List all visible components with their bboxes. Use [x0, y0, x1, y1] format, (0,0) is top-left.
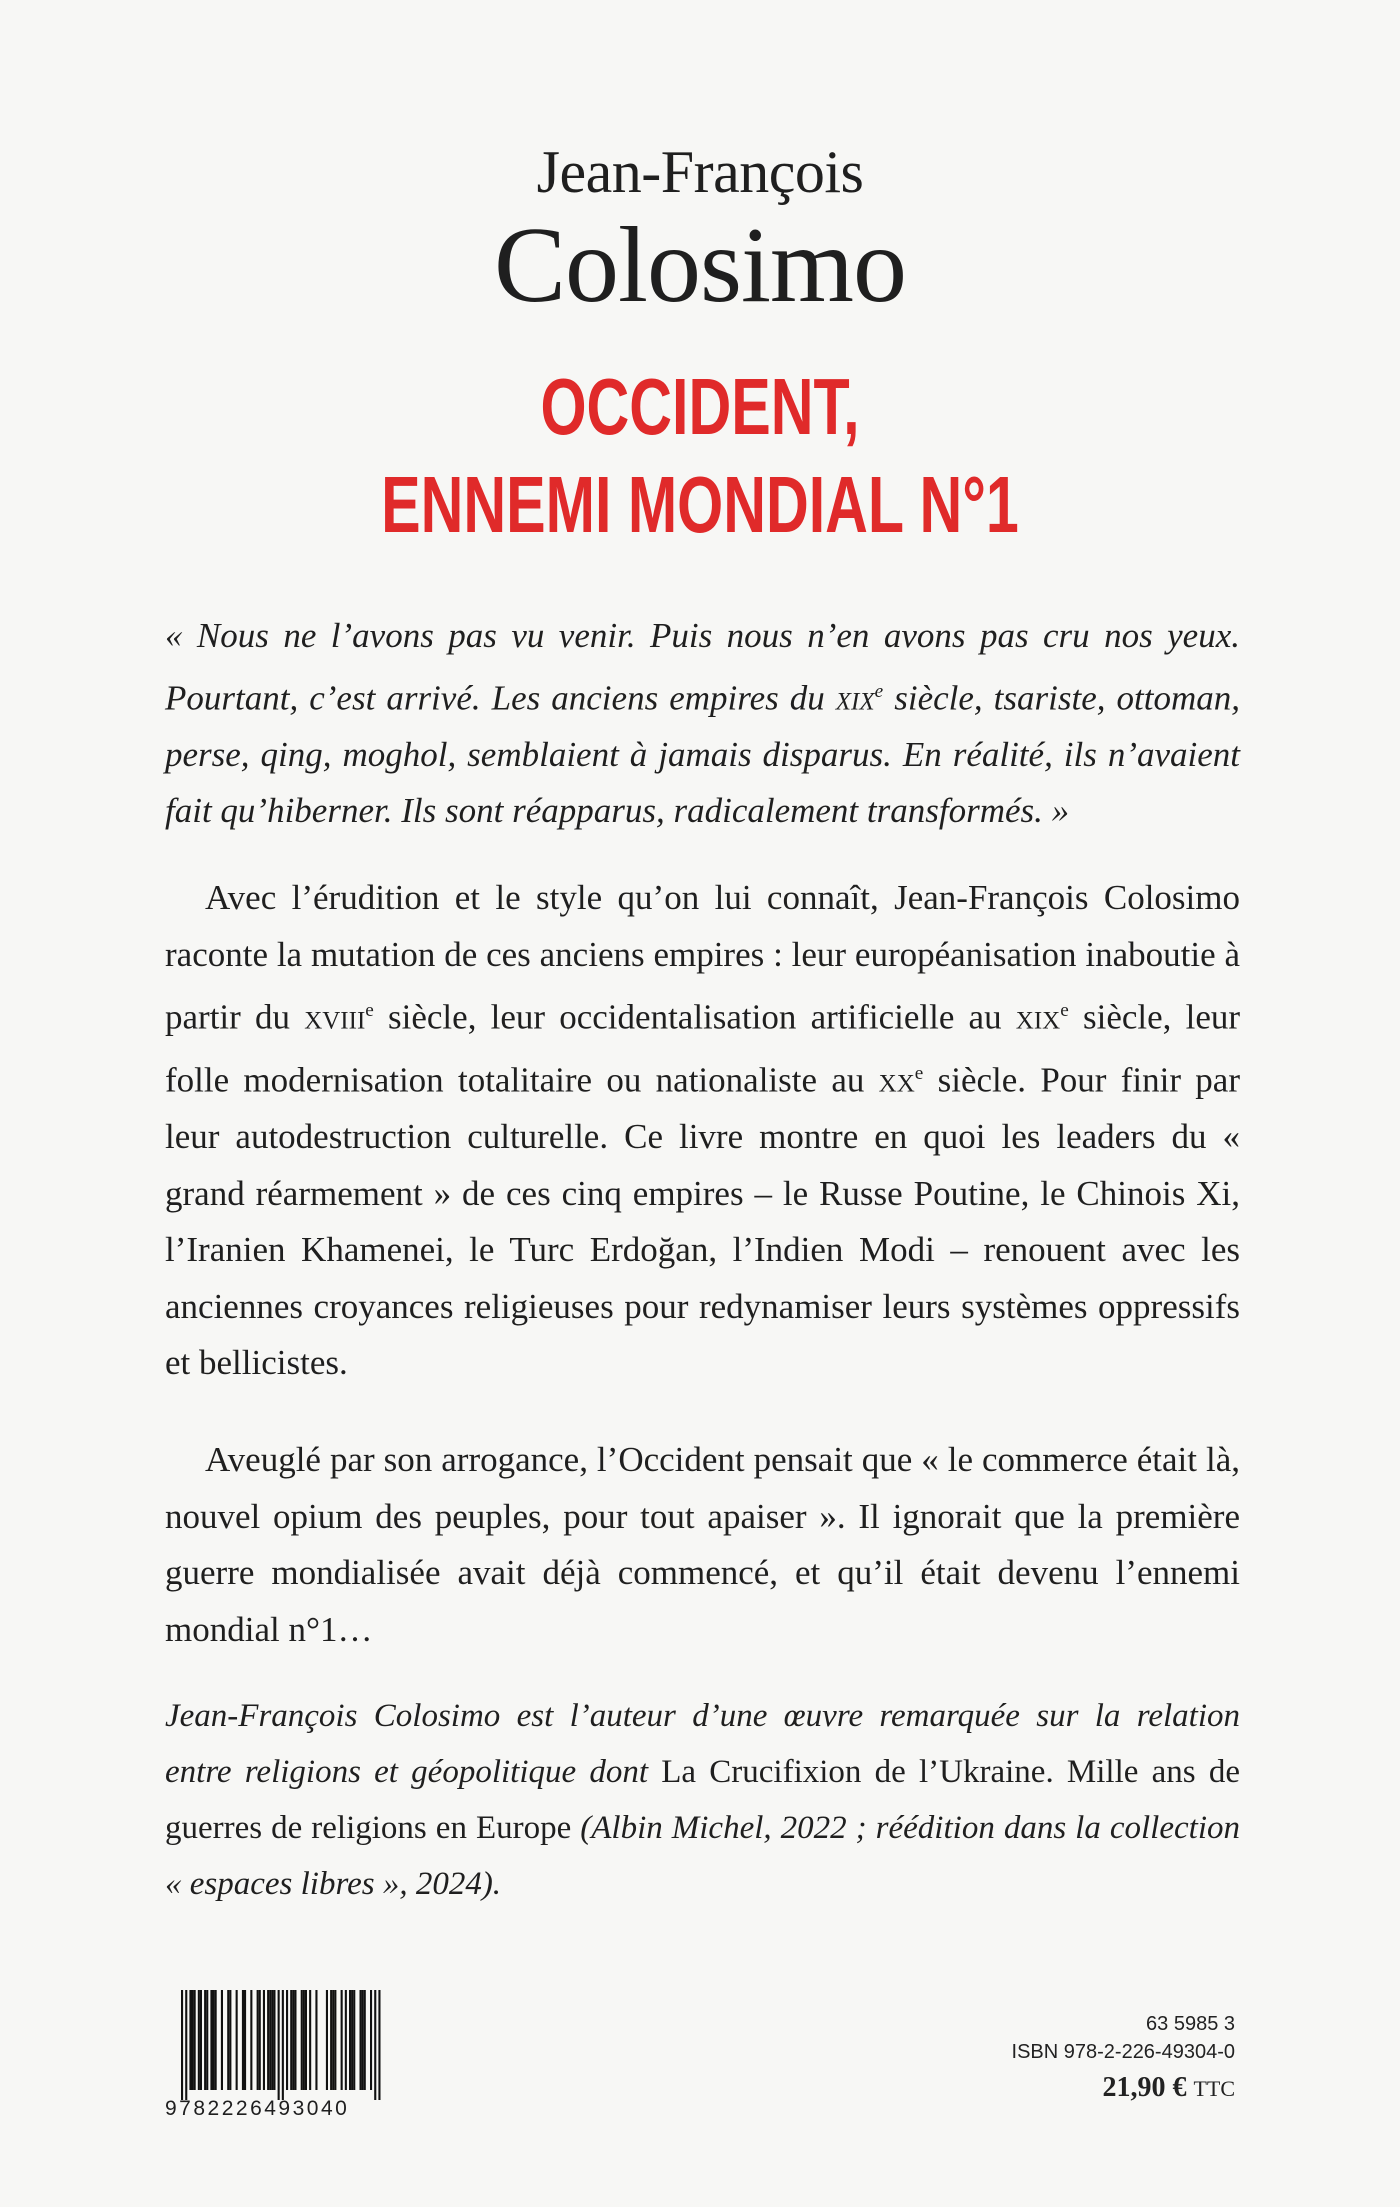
- bio-text-1: Jean-François Colosimo est l’auteur d’une œuvre remarquée sur la relation entre religions et géopolitique dont: [165, 1698, 1240, 1790]
- barcode-bar: [351, 1990, 353, 2090]
- barcode-bar: [282, 1990, 284, 2100]
- barcode-bar: [341, 1990, 343, 2090]
- reference-code: 63 5985 3: [1146, 2013, 1235, 2035]
- author-last-name: Colosimo: [493, 206, 907, 325]
- barcode-bar: [301, 1990, 303, 2090]
- barcode-bar: [326, 1990, 328, 2090]
- author-bio: [165, 1688, 1240, 1912]
- p1-text-1: Avec l’érudition et le style qu’on lui connaît, Jean-François Colosimo raconte la mutation de ces anciens empires : leur européanisation inaboutie à partir du: [165, 878, 1240, 1037]
- price: [1012, 2066, 1235, 2111]
- barcode-bar: [278, 1990, 280, 2100]
- title-line-2: ENNEMI MONDIAL N°1: [381, 460, 1019, 549]
- barcode-bar: [210, 1990, 212, 2090]
- barcode-bar: [213, 1990, 215, 2090]
- price-block: [1012, 2010, 1235, 2111]
- barcode-bar: [242, 1990, 244, 2090]
- barcode-bar: [360, 1990, 362, 2090]
- barcode-bar: [194, 1990, 196, 2090]
- body-paragraph-1: [165, 870, 1240, 1392]
- barcode-bar: [364, 1990, 366, 2090]
- barcode-bar: [305, 1990, 307, 2090]
- barcode-bar: [259, 1990, 261, 2090]
- barcode-bar: [229, 1990, 231, 2090]
- century-numeral: xviii: [304, 997, 366, 1037]
- barcode-bars: [165, 1990, 393, 2100]
- barcode-bar: [189, 1990, 191, 2090]
- barcode-bar: [192, 1990, 194, 2090]
- barcode-bar: [269, 1990, 271, 2090]
- barcode-bar: [290, 1990, 292, 2090]
- barcode-bar: [185, 1990, 187, 2100]
- barcode-bar: [303, 1990, 305, 2090]
- barcode-bar: [221, 1990, 223, 2090]
- barcode-bar: [294, 1990, 296, 2090]
- barcode-bar: [181, 1990, 183, 2100]
- price-tax-label: TTC: [1193, 2076, 1235, 2101]
- barcode-bar: [378, 1990, 380, 2100]
- barcode-bar: [263, 1990, 265, 2090]
- bio-book-title: La Crucifixion de l’Ukraine. Mille ans de guerres de religions en Europe: [165, 1754, 1240, 1846]
- century-numeral: xx: [878, 1060, 915, 1100]
- bio-text-2: (Albin Michel, 2022 ; réédition dans la collection « espaces libres », 2024).: [165, 1810, 1240, 1902]
- century-suffix: e: [365, 1000, 374, 1021]
- author-first-name: Jean-François: [536, 139, 864, 205]
- century-suffix: e: [914, 1063, 924, 1085]
- barcode-bar: [215, 1990, 217, 2090]
- p1-text-3: siècle, leur folle modernisation totalitaire ou nationaliste au: [165, 997, 1241, 1100]
- price-value: 21,90 €: [1102, 2072, 1187, 2103]
- barcode: [165, 1990, 393, 2120]
- barcode-bar: [257, 1990, 259, 2090]
- p1-text-4: siècle. Pour finir par leur autodestruction culturelle. Ce livre montre en quoi les leaders du « grand réarmement » de ces cinq empires – le Russe Poutine, le Chinois Xi, l’Iranien Khamenei, le Turc Erdoğan, l’Indien Modi – renouent avec les anciennes croyances religieuses pour redynamiser leurs systèmes oppressifs et bellicistes.: [165, 1060, 1240, 1383]
- barcode-bar: [236, 1990, 238, 2090]
- barcode-bar: [206, 1990, 208, 2090]
- barcode-bar: [370, 1990, 372, 2090]
- barcode-bar: [292, 1990, 294, 2090]
- barcode-bar: [309, 1990, 311, 2090]
- century-numeral: xix: [1015, 997, 1061, 1037]
- barcode-bar: [271, 1990, 273, 2090]
- century-suffix: e: [1060, 1000, 1069, 1021]
- barcode-bar: [374, 1990, 376, 2100]
- barcode-bar: [200, 1990, 202, 2090]
- barcode-bar: [244, 1990, 246, 2090]
- book-title: [182, 358, 1218, 554]
- century-numeral: xix: [835, 678, 875, 718]
- barcode-bar: [362, 1990, 364, 2090]
- century-suffix: e: [874, 681, 884, 702]
- barcode-bar: [330, 1990, 332, 2090]
- barcode-bar: [227, 1990, 229, 2090]
- title-line-1: OCCIDENT,: [540, 362, 860, 451]
- barcode-bar: [345, 1990, 347, 2090]
- barcode-bar: [332, 1990, 334, 2090]
- quote-text-1: « Nous ne l’avons pas vu venir. Puis nous n’en avons pas cru nos yeux. Pourtant, c’est arrivé. Les anciens empires du: [165, 616, 1240, 718]
- barcode-bar: [273, 1990, 275, 2090]
- quote-text-2: siècle, tsariste, ottoman, perse, qing, moghol, semblaient à jamais disparus. En réalité, ils n’avaient fait qu’hiberner. Ils sont réapparus, radicalement transformés. »: [165, 678, 1240, 830]
- barcode-bar: [286, 1990, 288, 2090]
- isbn: ISBN 978-2-226-49304-0: [1011, 2041, 1235, 2063]
- barcode-bar: [250, 1990, 252, 2090]
- barcode-bar: [267, 1990, 269, 2090]
- barcode-bar: [349, 1990, 351, 2090]
- barcode-bar: [198, 1990, 200, 2090]
- p1-text-2: siècle, leur occidentalisation artificielle au: [373, 997, 1016, 1037]
- barcode-digits: 9782226493040: [165, 2097, 350, 2120]
- body-paragraph-2: Aveuglé par son arrogance, l’Occident pensait que « le commerce était là, nouvel opium des peuples, pour tout apaiser ». Il ignorait que la première guerre mondialisée avait déjà commencé, et qu’il était devenu l’ennemi mondial n°1…: [165, 1440, 1240, 1649]
- barcode-bar: [204, 1990, 206, 2090]
- barcode-bar: [334, 1990, 336, 2090]
- barcode-bar: [353, 1990, 355, 2090]
- blurb-quote: [165, 608, 1240, 839]
- barcode-bar: [315, 1990, 317, 2090]
